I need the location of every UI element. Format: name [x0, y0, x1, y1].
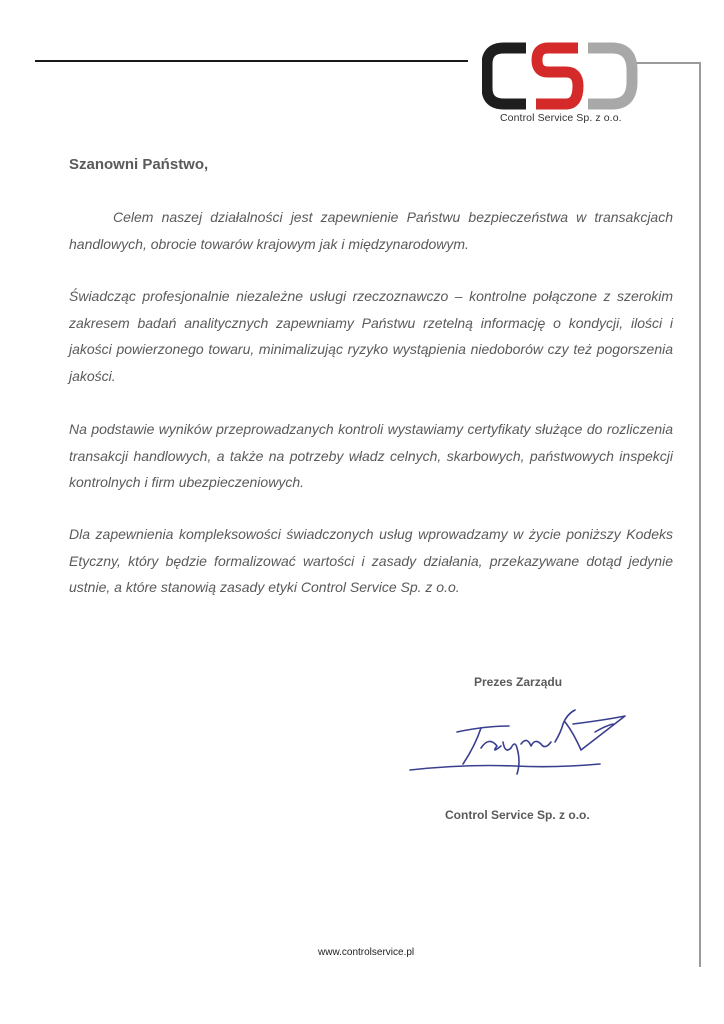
signatory-title: Prezes Zarządu: [474, 675, 563, 689]
company-caption: Control Service Sp. z o.o.: [500, 112, 622, 124]
csd-logo-mark: [482, 40, 640, 110]
frame-line-top: [636, 62, 701, 64]
paragraph-2: Świadcząc profesjonalnie niezależne usługi rzeczoznawczo – kontrolne połączone z szerokim zakresem badań analitycznych zapewniamy Państwu rzetelną informację o kondycji, ilości i jakości powierzonego towaru, minimalizując ryzyko wystąpienia niedoborów czy też pogorszenia jakości.: [69, 288, 673, 384]
footer-website-link[interactable]: www.controlservice.pl: [318, 947, 415, 958]
paragraph-3: Na podstawie wyników przeprowadzanych kontroli wystawiamy certyfikaty służące do rozliczenia transakcji handlowych, a także na potrzeby władz celnych, skarbowych, państwowych inspekcji kontrolnych i firm ubezpieczeniowych.: [69, 421, 673, 490]
paragraph-4: Dla zapewnienia kompleksowości świadczonych usług wprowadzamy w życie poniższy Kodeks Etyczny, który będzie formalizować wartości i zasady działania, przekazywane dotąd jedynie ustnie, a które stanowią zasady etyki Control Service Sp. z o.o.: [69, 526, 673, 595]
greeting: Szanowni Państwo,: [69, 156, 209, 173]
handwritten-signature: [405, 702, 635, 782]
frame-line-right: [699, 62, 701, 967]
signatory-company: Control Service Sp. z o.o.: [445, 808, 590, 822]
header-divider: [35, 60, 468, 62]
paragraph-1: Celem naszej działalności jest zapewnienie Państwu bezpieczeństwa w transakcjach handlowych, obrocie towarów krajowym jak i międzynarodowym.: [69, 209, 673, 252]
